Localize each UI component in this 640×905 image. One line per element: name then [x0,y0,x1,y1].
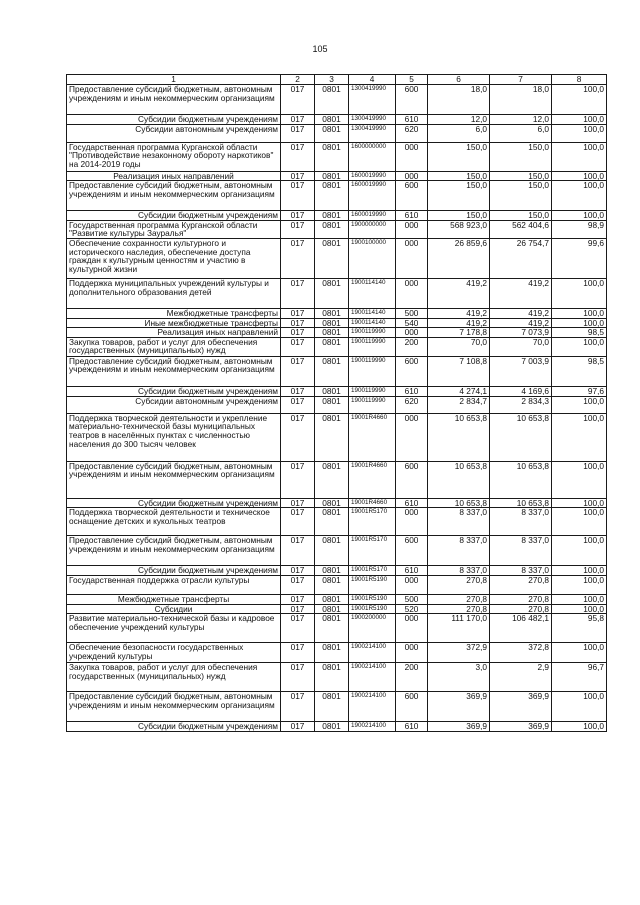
row-name-cell: Государственная программа Курганской области "Противодействие незаконному обороту наркотиков" на 2014-2019 годы [67,142,281,171]
fact-value-cell: 369,9 [490,722,552,732]
rz-cell: 0801 [315,461,349,498]
rz-cell: 0801 [315,386,349,396]
row-name-cell: Иные межбюджетные трансферты [67,318,281,328]
table-row [67,278,607,308]
percent-cell: 100,0 [552,308,607,318]
rz-cell: 0801 [315,124,349,142]
column-header: 5 [396,75,428,85]
vr-cell: 000 [396,614,428,643]
rz-cell: 0801 [315,142,349,171]
row-name-cell: Субсидии бюджетным учреждениям [67,566,281,576]
row-name-cell: Субсидии бюджетным учреждениям [67,386,281,396]
gr-cell: 017 [281,211,315,221]
percent-cell: 96,7 [552,663,607,692]
row-name-cell: Субсидии бюджетным учреждениям [67,115,281,125]
plan-value-cell: 150,0 [428,171,490,181]
csr-code-cell: 19001R4660 [349,413,396,461]
table-row [67,356,607,386]
column-header: 8 [552,75,607,85]
vr-cell: 620 [396,124,428,142]
row-name-cell: Межбюджетные трансферты [67,308,281,318]
csr-code-cell: 19001R5190 [349,575,396,594]
csr-code-cell: 1900214100 [349,722,396,732]
gr-cell: 017 [281,604,315,614]
percent-cell: 100,0 [552,643,607,663]
plan-value-cell: 419,2 [428,278,490,308]
row-name-cell: Поддержка творческой деятельности и укрепление материально-технической базы муниципальных театров в населённых пунктах с численностью населения до 300 тысяч человек [67,413,281,461]
fact-value-cell: 150,0 [490,171,552,181]
plan-value-cell: 8 337,0 [428,566,490,576]
vr-cell: 620 [396,396,428,413]
budget-table [66,74,607,732]
table-row [67,115,607,125]
vr-cell: 000 [396,220,428,238]
fact-value-cell: 150,0 [490,181,552,211]
gr-cell: 017 [281,238,315,278]
row-name-cell: Субсидии автономным учреждениям [67,124,281,142]
table-row [67,604,607,614]
plan-value-cell: 372,9 [428,643,490,663]
vr-cell: 500 [396,308,428,318]
table-row [67,566,607,576]
csr-code-cell: 1900114140 [349,318,396,328]
fact-value-cell: 8 337,0 [490,566,552,576]
table-header-row [67,75,607,85]
fact-value-cell: 8 337,0 [490,508,552,536]
table-row [67,396,607,413]
table-row [67,181,607,211]
csr-code-cell: 1300419990 [349,85,396,115]
csr-code-cell: 19001R5170 [349,508,396,536]
vr-cell: 000 [396,171,428,181]
rz-cell: 0801 [315,692,349,722]
row-name-cell: Закупка товаров, работ и услуг для обеспечения государственных (муниципальных) нужд [67,663,281,692]
percent-cell: 100,0 [552,566,607,576]
fact-value-cell: 10 653,8 [490,461,552,498]
fact-value-cell: 419,2 [490,318,552,328]
percent-cell: 100,0 [552,594,607,604]
gr-cell: 017 [281,171,315,181]
gr-cell: 017 [281,413,315,461]
csr-code-cell: 1900114140 [349,278,396,308]
row-name-cell: Государственная поддержка отрасли культуры [67,575,281,594]
plan-value-cell: 10 653,8 [428,413,490,461]
row-name-cell: Предоставление субсидий бюджетным, автономным учреждениям и иным некоммерческим организациям [67,461,281,498]
row-name-cell: Предоставление субсидий бюджетным, автономным учреждениям и иным некоммерческим организациям [67,536,281,566]
rz-cell: 0801 [315,211,349,221]
csr-code-cell: 1900200000 [349,614,396,643]
vr-cell: 600 [396,461,428,498]
rz-cell: 0801 [315,663,349,692]
rz-cell: 0801 [315,85,349,115]
column-header: 2 [281,75,315,85]
percent-cell: 100,0 [552,413,607,461]
row-name-cell: Развитие материально-технической базы и кадровое обеспечение учреждений культуры [67,614,281,643]
percent-cell: 100,0 [552,115,607,125]
csr-code-cell: 1600000000 [349,142,396,171]
fact-value-cell: 7 003,9 [490,356,552,386]
row-name-cell: Предоставление субсидий бюджетным, автономным учреждениям и иным некоммерческим организациям [67,356,281,386]
percent-cell: 98,9 [552,220,607,238]
csr-code-cell: 1900100000 [349,238,396,278]
percent-cell: 100,0 [552,498,607,508]
percent-cell: 100,0 [552,278,607,308]
fact-value-cell: 10 653,8 [490,413,552,461]
csr-code-cell: 1600019990 [349,211,396,221]
plan-value-cell: 270,8 [428,604,490,614]
rz-cell: 0801 [315,171,349,181]
table-row [67,142,607,171]
fact-value-cell: 106 482,1 [490,614,552,643]
table-row [67,498,607,508]
csr-code-cell: 1900119990 [349,356,396,386]
row-name-cell: Обеспечение сохранности культурного и исторического наследия, обеспечение доступа граждан к культурным ценностям и участию в культурной жизни [67,238,281,278]
percent-cell: 100,0 [552,142,607,171]
gr-cell: 017 [281,386,315,396]
gr-cell: 017 [281,498,315,508]
rz-cell: 0801 [315,308,349,318]
csr-code-cell: 1300419990 [349,124,396,142]
vr-cell: 000 [396,508,428,536]
vr-cell: 000 [396,278,428,308]
table-row [67,614,607,643]
plan-value-cell: 3,0 [428,663,490,692]
csr-code-cell: 1900119990 [349,386,396,396]
row-name-cell: Предоставление субсидий бюджетным, автономным учреждениям и иным некоммерческим организациям [67,692,281,722]
table-row [67,663,607,692]
rz-cell: 0801 [315,181,349,211]
rz-cell: 0801 [315,356,349,386]
vr-cell: 610 [396,115,428,125]
table-row [67,594,607,604]
rz-cell: 0801 [315,575,349,594]
table-row [67,536,607,566]
fact-value-cell: 10 653,8 [490,498,552,508]
gr-cell: 017 [281,124,315,142]
plan-value-cell: 150,0 [428,211,490,221]
rz-cell: 0801 [315,328,349,338]
percent-cell: 100,0 [552,604,607,614]
plan-value-cell: 6,0 [428,124,490,142]
fact-value-cell: 562 404,6 [490,220,552,238]
percent-cell: 100,0 [552,396,607,413]
gr-cell: 017 [281,722,315,732]
percent-cell: 95,8 [552,614,607,643]
fact-value-cell: 270,8 [490,594,552,604]
row-name-cell: Предоставление субсидий бюджетным, автономным учреждениям и иным некоммерческим организациям [67,85,281,115]
rz-cell: 0801 [315,318,349,328]
gr-cell: 017 [281,536,315,566]
fact-value-cell: 150,0 [490,211,552,221]
gr-cell: 017 [281,663,315,692]
vr-cell: 200 [396,663,428,692]
table-row [67,722,607,732]
csr-code-cell: 19001R4660 [349,461,396,498]
percent-cell: 100,0 [552,692,607,722]
rz-cell: 0801 [315,238,349,278]
vr-cell: 600 [396,692,428,722]
csr-code-cell: 1900119990 [349,328,396,338]
rz-cell: 0801 [315,722,349,732]
gr-cell: 017 [281,692,315,722]
fact-value-cell: 12,0 [490,115,552,125]
plan-value-cell: 12,0 [428,115,490,125]
plan-value-cell: 150,0 [428,142,490,171]
rz-cell: 0801 [315,337,349,356]
percent-cell: 98,5 [552,328,607,338]
fact-value-cell: 2,9 [490,663,552,692]
row-name-cell: Межбюджетные трансферты [67,594,281,604]
csr-code-cell: 19001R5190 [349,594,396,604]
table-row [67,328,607,338]
table-row [67,171,607,181]
rz-cell: 0801 [315,278,349,308]
percent-cell: 100,0 [552,508,607,536]
vr-cell: 000 [396,328,428,338]
plan-value-cell: 369,9 [428,692,490,722]
fact-value-cell: 2 834,3 [490,396,552,413]
plan-value-cell: 419,2 [428,318,490,328]
rz-cell: 0801 [315,604,349,614]
fact-value-cell: 270,8 [490,604,552,614]
csr-code-cell: 1600019990 [349,171,396,181]
percent-cell: 100,0 [552,171,607,181]
percent-cell: 100,0 [552,536,607,566]
csr-code-cell: 19001R5170 [349,536,396,566]
gr-cell: 017 [281,508,315,536]
table-row [67,461,607,498]
fact-value-cell: 270,8 [490,575,552,594]
table-row [67,692,607,722]
plan-value-cell: 7 178,8 [428,328,490,338]
gr-cell: 017 [281,337,315,356]
gr-cell: 017 [281,566,315,576]
csr-code-cell: 1900214100 [349,692,396,722]
rz-cell: 0801 [315,536,349,566]
fact-value-cell: 150,0 [490,142,552,171]
csr-code-cell: 1300419990 [349,115,396,125]
vr-cell: 600 [396,85,428,115]
plan-value-cell: 8 337,0 [428,536,490,566]
row-name-cell: Предоставление субсидий бюджетным, автономным учреждениям и иным некоммерческим организациям [67,181,281,211]
vr-cell: 610 [396,566,428,576]
gr-cell: 017 [281,396,315,413]
vr-cell: 610 [396,722,428,732]
rz-cell: 0801 [315,498,349,508]
table-row [67,85,607,115]
table-row [67,575,607,594]
fact-value-cell: 4 169,6 [490,386,552,396]
plan-value-cell: 10 653,8 [428,461,490,498]
gr-cell: 017 [281,356,315,386]
csr-code-cell: 1600019990 [349,181,396,211]
column-header: 6 [428,75,490,85]
plan-value-cell: 369,9 [428,722,490,732]
gr-cell: 017 [281,181,315,211]
fact-value-cell: 8 337,0 [490,536,552,566]
gr-cell: 017 [281,85,315,115]
gr-cell: 017 [281,142,315,171]
fact-value-cell: 372,8 [490,643,552,663]
vr-cell: 600 [396,181,428,211]
table-row [67,508,607,536]
gr-cell: 017 [281,318,315,328]
gr-cell: 017 [281,328,315,338]
percent-cell: 99,6 [552,238,607,278]
row-name-cell: Закупка товаров, работ и услуг для обеспечения государственных (муниципальных) нужд [67,337,281,356]
vr-cell: 200 [396,337,428,356]
plan-value-cell: 70,0 [428,337,490,356]
plan-value-cell: 4 274,1 [428,386,490,396]
row-name-cell: Государственная программа Курганской области "Развитие культуры Зауралья" [67,220,281,238]
column-header: 3 [315,75,349,85]
row-name-cell: Субсидии бюджетным учреждениям [67,211,281,221]
fact-value-cell: 7 073,9 [490,328,552,338]
gr-cell: 017 [281,643,315,663]
plan-value-cell: 150,0 [428,181,490,211]
percent-cell: 100,0 [552,461,607,498]
fact-value-cell: 6,0 [490,124,552,142]
percent-cell: 98,5 [552,356,607,386]
plan-value-cell: 419,2 [428,308,490,318]
plan-value-cell: 18,0 [428,85,490,115]
rz-cell: 0801 [315,566,349,576]
vr-cell: 500 [396,594,428,604]
rz-cell: 0801 [315,396,349,413]
row-name-cell: Поддержка творческой деятельности и техническое оснащение детских и кукольных театров [67,508,281,536]
vr-cell: 600 [396,536,428,566]
csr-code-cell: 1900119990 [349,396,396,413]
fact-value-cell: 18,0 [490,85,552,115]
csr-code-cell: 19001R4660 [349,498,396,508]
row-name-cell: Обеспечение безопасности государственных учреждений культуры [67,643,281,663]
csr-code-cell: 1900214100 [349,663,396,692]
fact-value-cell: 70,0 [490,337,552,356]
csr-code-cell: 1900114140 [349,308,396,318]
rz-cell: 0801 [315,594,349,604]
plan-value-cell: 111 170,0 [428,614,490,643]
vr-cell: 000 [396,575,428,594]
gr-cell: 017 [281,575,315,594]
rz-cell: 0801 [315,614,349,643]
vr-cell: 000 [396,413,428,461]
row-name-cell: Реализация иных направлений [67,328,281,338]
plan-value-cell: 270,8 [428,594,490,604]
percent-cell: 100,0 [552,318,607,328]
vr-cell: 540 [396,318,428,328]
csr-code-cell: 19001R5190 [349,604,396,614]
row-name-cell: Субсидии бюджетным учреждениям [67,498,281,508]
csr-code-cell: 1900119990 [349,337,396,356]
rz-cell: 0801 [315,643,349,663]
table-row [67,386,607,396]
fact-value-cell: 419,2 [490,308,552,318]
plan-value-cell: 568 923,0 [428,220,490,238]
gr-cell: 017 [281,461,315,498]
vr-cell: 000 [396,142,428,171]
percent-cell: 100,0 [552,575,607,594]
csr-code-cell: 1900214100 [349,643,396,663]
csr-code-cell: 19001R5170 [349,566,396,576]
plan-value-cell: 270,8 [428,575,490,594]
column-header: 4 [349,75,396,85]
table-body [67,85,607,732]
row-name-cell: Реализация иных направлений [67,171,281,181]
column-header: 7 [490,75,552,85]
page-number: 105 [312,44,328,54]
gr-cell: 017 [281,594,315,604]
fact-value-cell: 26 754,7 [490,238,552,278]
gr-cell: 017 [281,614,315,643]
row-name-cell: Субсидии автономным учреждениям [67,396,281,413]
rz-cell: 0801 [315,413,349,461]
vr-cell: 000 [396,643,428,663]
row-name-cell: Поддержка муниципальных учреждений культуры и дополнительного образования детей [67,278,281,308]
percent-cell: 97,6 [552,386,607,396]
fact-value-cell: 369,9 [490,692,552,722]
rz-cell: 0801 [315,508,349,536]
percent-cell: 100,0 [552,181,607,211]
row-name-cell: Субсидии бюджетным учреждениям [67,722,281,732]
vr-cell: 000 [396,238,428,278]
table-row [67,211,607,221]
vr-cell: 610 [396,386,428,396]
rz-cell: 0801 [315,115,349,125]
vr-cell: 610 [396,211,428,221]
percent-cell: 100,0 [552,211,607,221]
vr-cell: 610 [396,498,428,508]
table-row [67,124,607,142]
rz-cell: 0801 [315,220,349,238]
gr-cell: 017 [281,308,315,318]
vr-cell: 520 [396,604,428,614]
fact-value-cell: 419,2 [490,278,552,308]
percent-cell: 100,0 [552,124,607,142]
plan-value-cell: 10 653,8 [428,498,490,508]
column-header: 1 [67,75,281,85]
table-row [67,238,607,278]
table-row [67,318,607,328]
plan-value-cell: 2 834,7 [428,396,490,413]
gr-cell: 017 [281,220,315,238]
plan-value-cell: 8 337,0 [428,508,490,536]
table-row [67,413,607,461]
gr-cell: 017 [281,115,315,125]
plan-value-cell: 7 108,8 [428,356,490,386]
table-row [67,643,607,663]
table-row [67,220,607,238]
percent-cell: 100,0 [552,85,607,115]
plan-value-cell: 26 859,6 [428,238,490,278]
table-row [67,308,607,318]
csr-code-cell: 1900000000 [349,220,396,238]
percent-cell: 100,0 [552,722,607,732]
percent-cell: 100,0 [552,337,607,356]
gr-cell: 017 [281,278,315,308]
vr-cell: 600 [396,356,428,386]
table-row [67,337,607,356]
row-name-cell: Субсидии [67,604,281,614]
